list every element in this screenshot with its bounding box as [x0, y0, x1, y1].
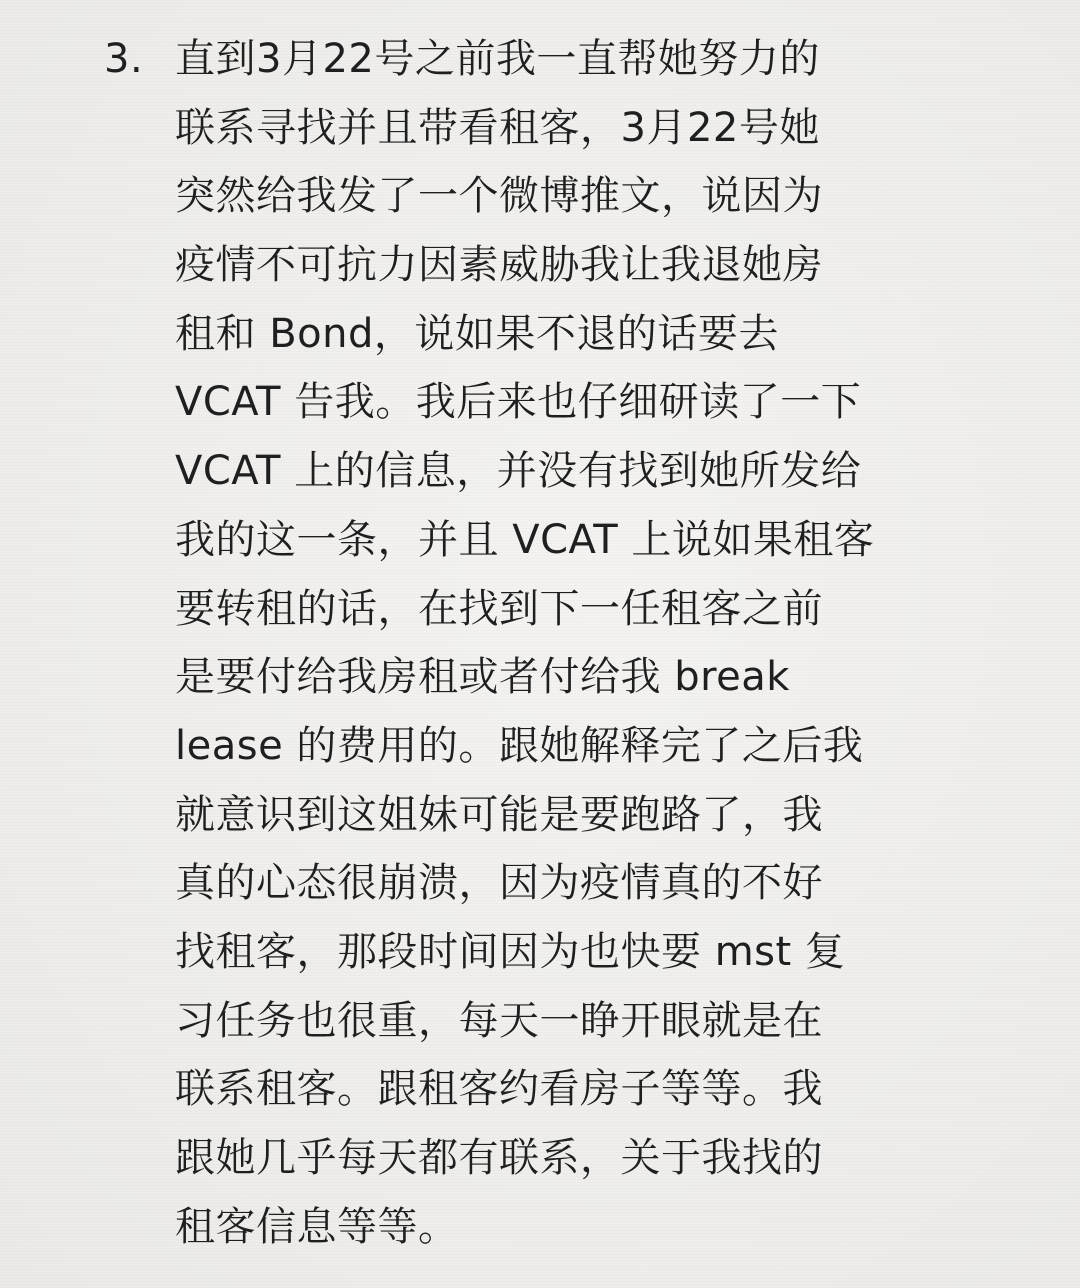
- note-paragraph: [175, 25, 1075, 1261]
- paragraph-line: 突然给我发了一个微博推文，说因为: [175, 173, 823, 220]
- paragraph-line: VCAT 告我。我后来也仔细研读了一下: [175, 379, 862, 426]
- paragraph-line: 联系租客。跟租客约看房子等等。我: [175, 1066, 823, 1113]
- paragraph-line: 真的心态很崩溃，因为疫情真的不好: [175, 860, 823, 907]
- paragraph-line: 就意识到这姐妹可能是要跑路了，我: [175, 791, 823, 838]
- paragraph-line: 跟她几乎每天都有联系，关于我找的: [175, 1135, 823, 1181]
- paragraph-line: 租客信息等等。: [175, 1203, 459, 1250]
- paragraph-line: VCAT 上的信息，并没有找到她所发给: [175, 448, 862, 495]
- paragraph-line: 直到3月22号之前我一直帮她努力的: [175, 36, 820, 82]
- paragraph-line: lease 的费用的。跟她解释完了之后我: [175, 722, 864, 769]
- paragraph-line: 习任务也很重，每天一睁开眼就是在: [175, 997, 823, 1044]
- paragraph-line: 联系寻找并且带看租客，3月22号她: [175, 104, 820, 151]
- paragraph-line: 租和 Bond，说如果不退的话要去: [175, 310, 779, 357]
- paragraph-line: 疫情不可抗力因素威胁我让我退她房: [175, 242, 823, 289]
- paragraph-line: 我的这一条，并且 VCAT 上说如果租客: [175, 516, 875, 563]
- paragraph-line: 是要付给我房租或者付给我 break: [175, 654, 790, 701]
- paragraph-line: 找租客，那段时间因为也快要 mst 复: [175, 928, 846, 975]
- paragraph-line: 要转租的话，在找到下一任租客之前: [175, 585, 823, 632]
- list-item-number: 3.: [104, 36, 144, 82]
